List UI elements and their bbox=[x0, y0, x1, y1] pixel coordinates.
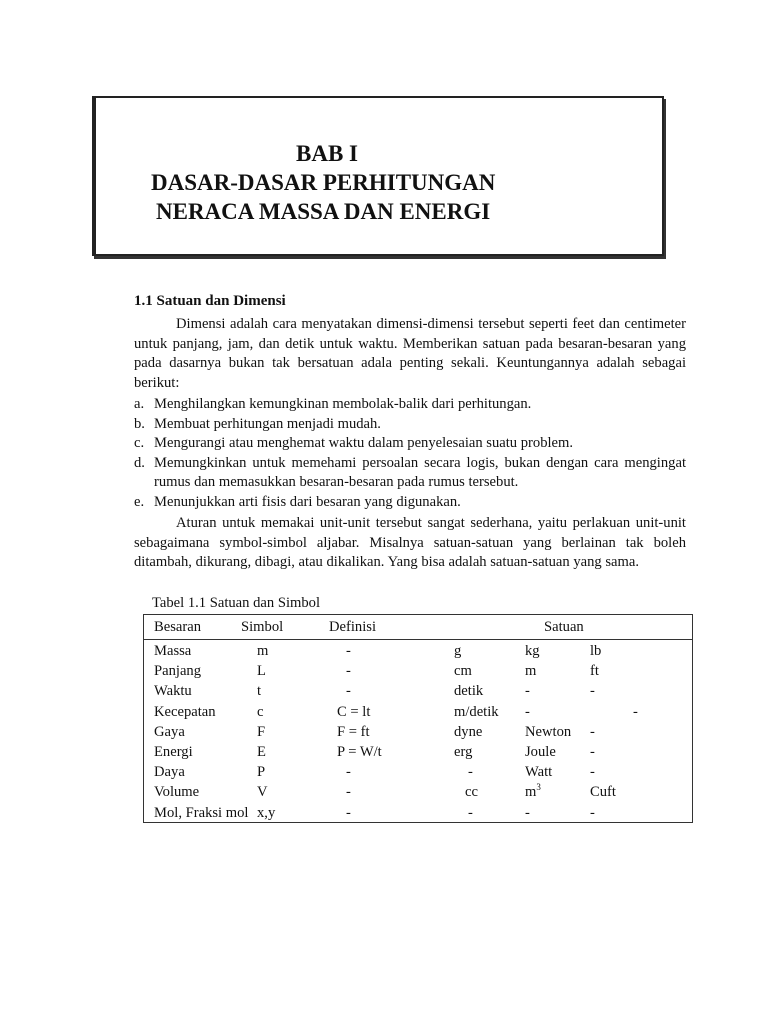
chapter-title-line-1: DASAR-DASAR PERHITUNGAN bbox=[151, 170, 496, 195]
section-heading: 1.1 Satuan dan Dimensi bbox=[134, 293, 286, 309]
cell-u3: ft bbox=[590, 663, 599, 680]
header-divider bbox=[144, 639, 692, 640]
cell-definisi: - bbox=[346, 764, 351, 781]
cell-besaran: Daya bbox=[154, 764, 185, 781]
header-satuan: Satuan bbox=[544, 619, 584, 635]
chapter-title-line-2: NERACA MASSA DAN ENERGI bbox=[156, 199, 491, 224]
cell-u2: Joule bbox=[525, 744, 556, 760]
cell-simbol: x,y bbox=[257, 804, 276, 821]
cell-u4: - bbox=[633, 703, 638, 720]
cell-u2: - bbox=[525, 683, 530, 700]
cell-simbol: E bbox=[257, 744, 266, 760]
cell-definisi: - bbox=[346, 663, 351, 680]
cell-u1: cm bbox=[454, 663, 472, 680]
cell-besaran: Volume bbox=[154, 784, 200, 801]
cell-simbol: V bbox=[257, 784, 268, 801]
cell-definisi: - bbox=[346, 643, 351, 659]
chapter-title-box bbox=[92, 96, 664, 256]
table-caption: Tabel 1.1 Satuan dan Simbol bbox=[152, 595, 320, 611]
cell-simbol: L bbox=[257, 663, 266, 680]
cell-simbol: c bbox=[257, 703, 264, 720]
cell-u3: - bbox=[590, 764, 595, 781]
cell-definisi: - bbox=[346, 804, 351, 821]
cell-u2: Newton bbox=[525, 723, 572, 740]
cell-u1: detik bbox=[454, 683, 484, 700]
list-marker: b. bbox=[134, 415, 145, 432]
cell-u3: - bbox=[590, 744, 595, 760]
list-marker: a. bbox=[134, 396, 145, 412]
cell-besaran: Mol, Fraksi mol bbox=[154, 804, 249, 821]
list-item bbox=[134, 395, 686, 415]
list-item bbox=[134, 454, 686, 493]
header-besaran: Besaran bbox=[154, 619, 202, 635]
cell-definisi: - bbox=[346, 683, 351, 700]
cell-u3: lb bbox=[590, 643, 602, 659]
cell-definisi: - bbox=[346, 784, 351, 801]
cell-besaran: Panjang bbox=[154, 663, 202, 680]
cell-u1: m/detik bbox=[454, 703, 499, 720]
chapter-number: BAB I bbox=[296, 141, 358, 166]
cell-u2: Watt bbox=[525, 764, 553, 781]
cell-simbol: t bbox=[257, 683, 262, 700]
cell-definisi: P = W/t bbox=[337, 744, 382, 760]
list-item-text: Mengurangi atau menghemat waktu dalam penyelesaian suatu problem. bbox=[154, 435, 574, 451]
cell-definisi: F = ft bbox=[337, 723, 370, 740]
cell-u2: - bbox=[525, 804, 530, 821]
cell-u3: - bbox=[590, 723, 595, 740]
cell-u1: g bbox=[454, 643, 462, 659]
units-table bbox=[143, 614, 693, 823]
cell-definisi: C = lt bbox=[337, 703, 371, 720]
list-item-text: Membuat perhitungan menjadi mudah. bbox=[154, 415, 381, 432]
cell-besaran: Massa bbox=[154, 643, 192, 659]
intro-paragraph: Dimensi adalah cara menyatakan dimensi-dimensi tersebut seperti feet dan centimeter untuk panjang, jam, dan detik untuk waktu. Memberikan satuan pada besaran-besaran yang pada dasarnya bukan tak bersatuan adala penting sekali. Keuntungannya adalah sebagai berikut: bbox=[134, 316, 686, 391]
cell-u1: erg bbox=[454, 744, 473, 760]
cell-simbol: F bbox=[257, 723, 266, 740]
cell-u3: - bbox=[590, 804, 595, 821]
cell-u3: - bbox=[590, 683, 595, 700]
cell-u1: dyne bbox=[454, 723, 483, 740]
list-marker: e. bbox=[134, 493, 145, 510]
cell-u1: - bbox=[468, 764, 473, 781]
list-marker: d. bbox=[134, 454, 145, 471]
unit-superscript: 3 bbox=[536, 781, 541, 792]
list-item-text: Memungkinkan untuk memehami persoalan secara logis, bukan dengan cara mengingat rumus dan memasukkan besaran-besaran pada rumus tersebut. bbox=[154, 454, 686, 490]
cell-simbol: m bbox=[257, 643, 269, 659]
cell-u2: - bbox=[525, 703, 530, 720]
cell-u1: cc bbox=[465, 784, 478, 801]
list-item-text: Menunjukkan arti fisis dari besaran yang digunakan. bbox=[154, 493, 461, 510]
header-definisi: Definisi bbox=[329, 619, 377, 635]
cell-besaran: Energi bbox=[154, 744, 193, 760]
header-simbol: Simbol bbox=[241, 619, 284, 635]
list-item bbox=[134, 493, 686, 513]
list-marker: c. bbox=[134, 435, 145, 451]
cell-u2: m bbox=[525, 663, 537, 680]
cell-u2: $m^3$ bbox=[525, 781, 541, 801]
advantages-list bbox=[134, 395, 686, 512]
list-item-text: Menghilangkan kemungkinan membolak-balik dari perhitungan. bbox=[154, 396, 532, 412]
cell-besaran: Kecepatan bbox=[154, 703, 216, 720]
list-item bbox=[134, 434, 686, 454]
closing-paragraph: Aturan untuk memakai unit-unit tersebut sangat sederhana, yaitu perlakuan unit-unit sebagaimana symbol-simbol aljabar. Misalnya satuan-satuan yang berlainan tak boleh ditambah, dikurang, dibagi, atau dikalikan. Yang bisa adalah satuan-satuan yang sama. bbox=[134, 515, 686, 570]
cell-besaran: Gaya bbox=[154, 723, 185, 740]
cell-u3: Cuft bbox=[590, 784, 616, 801]
cell-besaran: Waktu bbox=[154, 683, 192, 700]
cell-u2: kg bbox=[525, 643, 540, 659]
cell-u1: - bbox=[468, 804, 473, 821]
cell-simbol: P bbox=[257, 764, 266, 781]
list-item bbox=[134, 415, 686, 435]
